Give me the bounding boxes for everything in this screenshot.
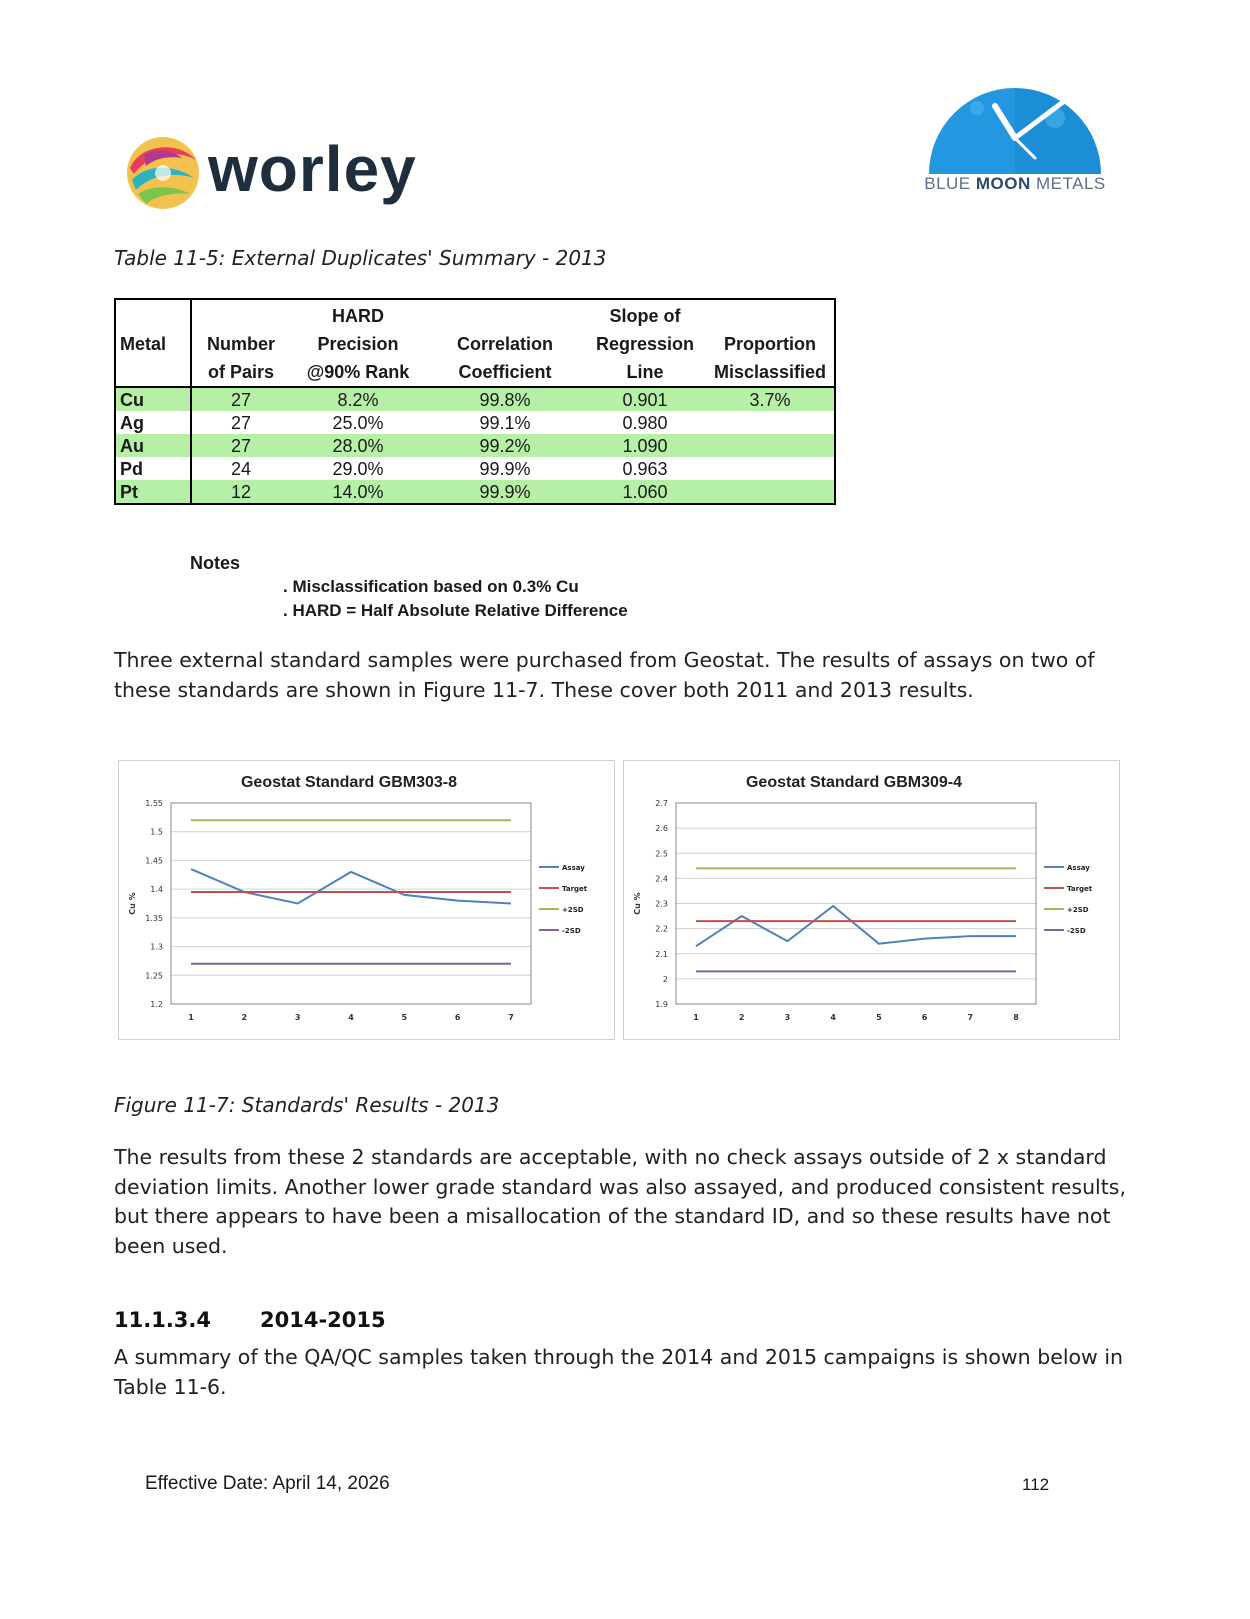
cell-corr: 99.8%: [426, 387, 584, 411]
x-tick-label: 3: [294, 1013, 301, 1022]
y-tick-label: 2.7: [655, 799, 668, 808]
legend-label: +2SD: [562, 906, 584, 914]
section-heading: [114, 1308, 386, 1332]
cell-slope: 0.901: [584, 387, 706, 411]
x-tick-label: 6: [454, 1013, 461, 1022]
legend-label: +2SD: [1067, 906, 1089, 914]
cell-pairs: 27: [191, 434, 290, 457]
y-tick-label: 1.45: [145, 856, 163, 866]
legend-label: -2SD: [1067, 927, 1086, 935]
x-tick-label: 3: [784, 1013, 791, 1022]
x-tick-label: 1: [693, 1013, 699, 1022]
cell-slope: 0.963: [584, 457, 706, 480]
x-tick-label: 7: [508, 1013, 514, 1022]
cell-corr: 99.9%: [426, 480, 584, 504]
chart-title: Geostat Standard GBM309-4: [745, 774, 963, 791]
y-tick-label: 2: [662, 974, 668, 984]
cell-slope: 0.980: [584, 411, 706, 434]
chart-gbm303-8: [118, 760, 615, 1040]
x-tick-label: 7: [967, 1013, 974, 1022]
plot-area: [171, 803, 531, 1004]
x-tick-label: 6: [921, 1013, 928, 1022]
y-axis-label: Cu %: [128, 892, 137, 915]
y-tick-label: 1.3: [150, 942, 163, 952]
chart-gbm309-4-svg: [624, 761, 1119, 1039]
x-tick-label: 5: [401, 1013, 408, 1022]
cell-corr: 99.1%: [426, 411, 584, 434]
page-number: 112: [1022, 1475, 1050, 1494]
table-row: [115, 411, 835, 434]
external-duplicates-table: [114, 298, 836, 505]
cell-corr: 99.2%: [426, 434, 584, 457]
header-correlation-coefficient: Correlation Coefficient: [426, 299, 584, 387]
cell-hard: 29.0%: [290, 457, 426, 480]
x-tick-label: 1: [188, 1013, 194, 1022]
blue-moon-metals-wordmark: BLUE MOON METALS: [924, 174, 1106, 193]
worley-logo: [124, 132, 444, 212]
cell-pairs: 12: [191, 480, 290, 504]
x-tick-label: 2: [241, 1013, 248, 1022]
cell-metal: Pd: [115, 457, 191, 480]
header-hard-precision: HARD Precision @90% Rank: [290, 299, 426, 387]
header-metal: Metal: [115, 299, 191, 387]
y-tick-label: 2.4: [655, 874, 668, 884]
cell-slope: 1.060: [584, 480, 706, 504]
worley-swirl-icon: [124, 134, 202, 212]
y-tick-label: 1.2: [150, 1000, 163, 1009]
series-line-assay: [191, 869, 511, 903]
cell-metal: Cu: [115, 387, 191, 411]
note-item: . Misclassification based on 0.3% Cu: [283, 577, 579, 596]
body-paragraph: A summary of the QA/QC samples taken through the 2014 and 2015 campaigns is shown below in Table 11-6.: [114, 1345, 1124, 1399]
series-line-assay: [696, 906, 1016, 946]
x-tick-label: 4: [830, 1013, 836, 1022]
y-tick-label: 2.2: [655, 924, 668, 934]
cell-pairs: 27: [191, 411, 290, 434]
legend-label: -2SD: [562, 927, 581, 935]
y-tick-label: 1.5: [150, 827, 163, 837]
cell-slope: 1.090: [584, 434, 706, 457]
section-number: 11.1.3.4: [114, 1308, 211, 1332]
cell-metal: Ag: [115, 411, 191, 434]
worley-wordmark: worley: [208, 133, 417, 205]
legend-label: Target: [1067, 885, 1093, 893]
header-number-of-pairs: Number of Pairs: [191, 299, 290, 387]
cell-pairs: 24: [191, 457, 290, 480]
cell-prop: 3.7%: [706, 387, 835, 411]
table-row: [115, 434, 835, 457]
y-tick-label: 1.25: [145, 971, 163, 981]
cell-hard: 28.0%: [290, 434, 426, 457]
y-tick-label: 2.5: [655, 849, 668, 859]
legend-label: Target: [562, 885, 588, 893]
y-tick-label: 1.35: [145, 913, 163, 923]
cell-prop: [706, 434, 835, 457]
table-header-row: [115, 299, 835, 387]
chart-gbm309-4: [623, 760, 1120, 1040]
header-slope-of-regression: Slope of Regression Line: [584, 299, 706, 387]
cell-hard: 8.2%: [290, 387, 426, 411]
y-tick-label: 2.1: [655, 949, 668, 959]
moon-clock-icon: [915, 78, 1115, 178]
cell-hard: 14.0%: [290, 480, 426, 504]
cell-corr: 99.9%: [426, 457, 584, 480]
table-row: [115, 457, 835, 480]
y-tick-label: 1.55: [145, 799, 163, 808]
x-tick-label: 5: [876, 1013, 882, 1022]
body-paragraph: The results from these 2 standards are acceptable, with no check assays outside of 2 x standard deviation limits. Another lower grade standard was also assayed, and produced consistent results, but there appears to have been a misallocation of the standard ID, and so these results have not been used.: [114, 1145, 1126, 1258]
table-caption: Table 11-5: External Duplicates' Summary - 2013: [114, 246, 607, 270]
cell-prop: [706, 411, 835, 434]
legend-label: Assay: [1067, 864, 1090, 872]
note-item: . HARD = Half Absolute Relative Difference: [283, 601, 628, 620]
section-title: 2014-2015: [260, 1308, 386, 1332]
y-tick-label: 1.9: [655, 1000, 668, 1009]
y-axis-label: Cu %: [633, 892, 642, 915]
y-tick-label: 2.3: [655, 899, 668, 909]
cell-metal: Pt: [115, 480, 191, 504]
notes-title: Notes: [190, 553, 241, 573]
figure-caption: Figure 11-7: Standards' Results - 2013: [114, 1093, 500, 1117]
body-paragraph: Three external standard samples were purchased from Geostat. The results of assays on two of these standards are shown in Figure 11-7. These cover both 2011 and 2013 results.: [114, 648, 1095, 702]
cell-metal: Au: [115, 434, 191, 457]
legend-label: Assay: [562, 864, 585, 872]
chart-title: Geostat Standard GBM303-8: [240, 774, 458, 791]
table-row: [115, 480, 835, 504]
table-row: [115, 387, 835, 411]
cell-hard: 25.0%: [290, 411, 426, 434]
x-tick-label: 8: [1013, 1013, 1019, 1022]
blue-moon-metals-logo: [915, 78, 1115, 200]
footer-effective-date: Effective Date: April 14, 2026: [145, 1473, 390, 1494]
x-tick-label: 4: [348, 1013, 354, 1022]
chart-gbm303-8-svg: [119, 761, 614, 1039]
x-tick-label: 2: [738, 1013, 745, 1022]
cell-prop: [706, 480, 835, 504]
cell-pairs: 27: [191, 387, 290, 411]
cell-prop: [706, 457, 835, 480]
header-proportion-misclassified: Proportion Misclassified: [706, 299, 835, 387]
y-tick-label: 2.6: [655, 824, 668, 834]
y-tick-label: 1.4: [150, 885, 163, 895]
